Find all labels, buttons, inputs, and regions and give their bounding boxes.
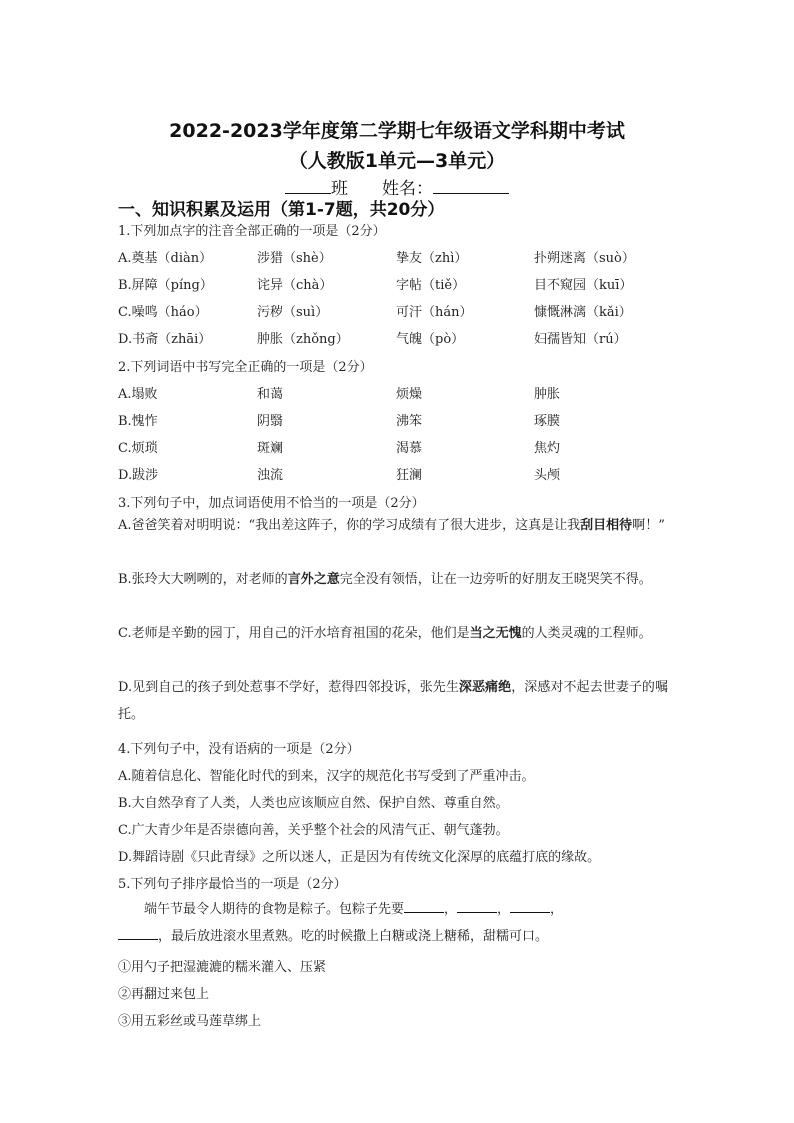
q2-option-d: D.跋涉 浊流 狂澜 头颅 <box>118 468 561 483</box>
q5-item-2: ②再翻过来包上 <box>118 987 210 1002</box>
question-1-prompt: 1.下列加点字的注音全部正确的一项是（2分） <box>118 224 386 239</box>
exam-subtitle: （人教版1单元—3单元） <box>288 150 506 172</box>
name-blank[interactable] <box>433 177 509 194</box>
section-heading: 一、知识积累及运用（第1-7题，共20分） <box>118 200 445 220</box>
q3-option-c: C.老师是辛勤的园丁，用自己的汗水培育祖国的花朵，他们是当之无愧的人类灵魂的工程师。 <box>118 626 652 641</box>
q4-option-d: D.舞蹈诗剧《只此青绿》之所以迷人，正是因为有传统文化深厚的底蕴打底的缘故。 <box>118 850 601 865</box>
q2-option-c: C.烦琐 斑斓 渴慕 焦灼 <box>118 441 561 456</box>
question-2-prompt: 2.下列词语中书写完全正确的一项是（2分） <box>118 360 373 375</box>
q4-option-a: A.随着信息化、智能化时代的到来，汉字的规范化书写受到了严重冲击。 <box>118 769 535 784</box>
question-4-prompt: 4.下列句子中，没有语病的一项是（2分） <box>118 742 360 757</box>
blank-2[interactable] <box>457 896 497 913</box>
question-3-prompt: 3.下列句子中，加点词语使用不恰当的一项是（2分） <box>118 496 425 511</box>
q2-option-b: B.愧怍 阴翳 沸笨 琢膜 <box>118 414 561 429</box>
q5-passage: 端午节最令人期待的食物是粽子。包粽子先要 ， ， ， ，最后放进滚水里煮熟。吃的时候撒上白糖或浇上糖稀，甜糯可口。 <box>118 896 668 950</box>
q1-option-c: C.噪鸣（háo） 污秽（suì） 可汗（hán） 慷慨淋漓（kǎi） <box>118 305 632 320</box>
q5-item-3: ③用五彩丝或马莲草绑上 <box>118 1014 262 1029</box>
q5-item-1: ①用勺子把湿漉漉的糯米灌入、压紧 <box>118 960 327 975</box>
q4-option-b: B.大自然孕育了人类，人类也应该顺应自然、保护自然、尊重自然。 <box>118 796 509 811</box>
q2-option-a: A.塌败 和蔼 烦燥 肿胀 <box>118 387 561 402</box>
q4-option-c: C.广大青少年是否崇德向善，关乎整个社会的风清气正、朝气蓬勃。 <box>118 823 509 838</box>
exam-title: 2022-2023学年度第二学期七年级语文学科期中考试 <box>169 120 625 142</box>
q3-option-b: B.张玲大大咧咧的，对老师的言外之意完全没有领悟，让在一边旁听的好朋友王晓哭笑不得。 <box>118 572 652 587</box>
q1-option-a: A.奠基（diàn） 涉猎（shè） 挚友（zhì） 扑朔迷离（suò） <box>118 251 635 266</box>
q3-option-d: D.见到自己的孩子到处惹事不学好，惹得四邻投诉，张先生深恶痛绝，深感对不起去世妻子的嘱托。 <box>118 680 668 722</box>
name-label: 姓名： <box>382 179 433 199</box>
class-blank[interactable] <box>285 177 331 194</box>
class-label: 班 <box>331 179 348 199</box>
q1-option-b: B.屏障（píng） 诧异（chà） 字帖（tiě） 目不窥园（kuī） <box>118 278 633 293</box>
blank-1[interactable] <box>404 896 444 913</box>
question-5-prompt: 5.下列句子排序最恰当的一项是（2分） <box>118 877 347 892</box>
blank-3[interactable] <box>510 896 550 913</box>
q1-option-d: D.书斋（zhāi） 肿胀（zhǒng） 气魄（pò） 妇孺皆知（rú） <box>118 332 627 347</box>
q3-option-a: A.爸爸笑着对明明说：“我出差这阵子，你的学习成绩有了很大进步，这真是让我刮目相待啊！” <box>118 518 665 533</box>
blank-4[interactable] <box>118 923 158 940</box>
